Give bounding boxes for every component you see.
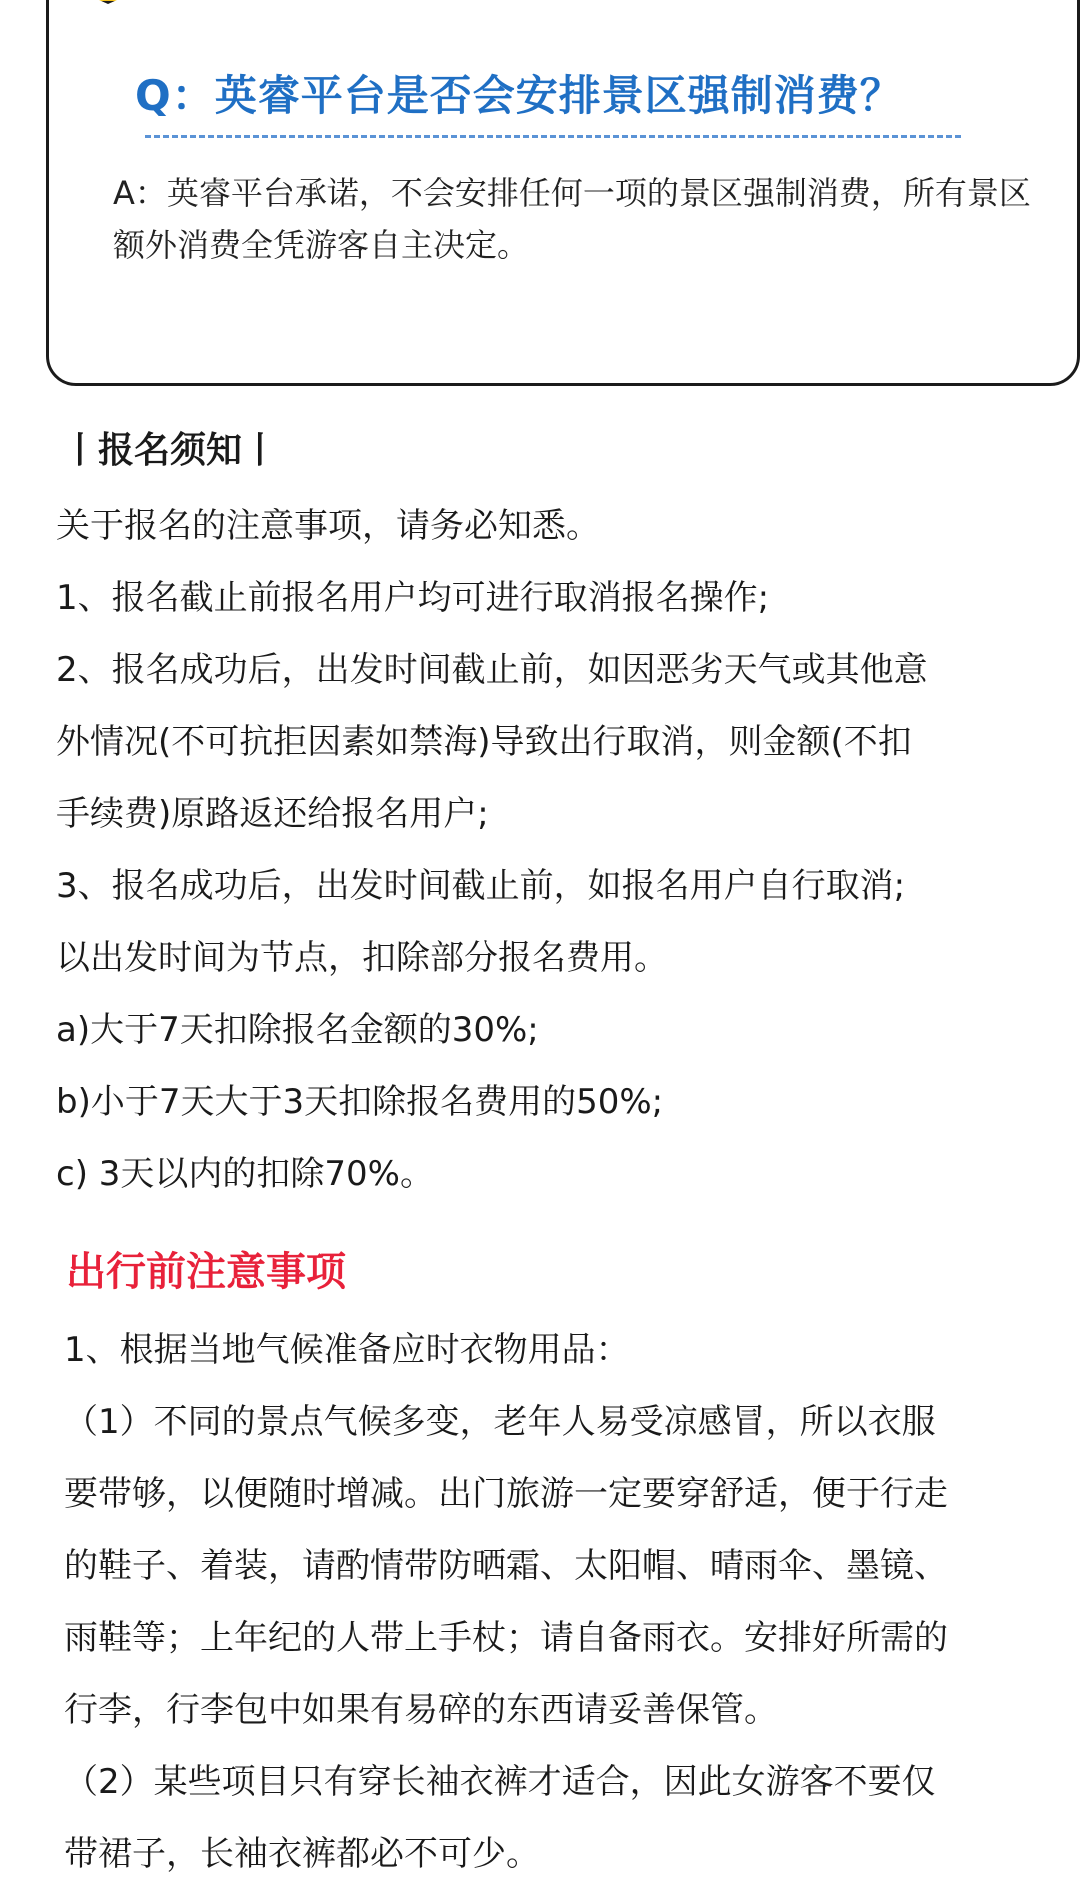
notice-line: （1）不同的景点气候多变，老年人易受凉感冒，所以衣服 (64, 1402, 936, 1442)
notice-line: 雨鞋等；上年纪的人带上手杖；请自备雨衣。安排好所需的 (64, 1618, 948, 1658)
notice-line: 带裙子，长袖衣裤都必不可少。 (64, 1834, 540, 1874)
registration-line: 外情况(不可抗拒因素如禁海)导致出行取消，则金额(不扣 (56, 722, 912, 762)
notice-body (64, 1314, 1054, 1890)
notice-line: 行李，行李包中如果有易碎的东西请妥善保管。 (64, 1690, 778, 1730)
notice-line: （2）某些项目只有穿长袖衣裤才适合，因此女游客不要仅 (64, 1762, 936, 1802)
registration-line: c) 3天以内的扣除70%。 (56, 1154, 434, 1194)
registration-line: 2、报名成功后，出发时间截止前，如因恶劣天气或其他意 (56, 650, 928, 690)
qa-answer: A：英睿平台承诺，不会安排任何一项的景区强制消费，所有景区额外消费全凭游客自主决定。 (113, 174, 1031, 264)
qa-card (46, 0, 1080, 386)
registration-line: b)小于7天大于3天扣除报名费用的50%; (56, 1082, 664, 1122)
qa-question: Q：英睿平台是否会安排景区强制消费？ (135, 71, 903, 120)
notice-line: 要带够，以便随时增减。出门旅游一定要穿舒适，便于行走 (64, 1474, 948, 1514)
notice-line: 的鞋子、着装，请酌情带防晒霜、太阳帽、晴雨伞、墨镜、 (64, 1546, 948, 1586)
registration-line: 关于报名的注意事项，请务必知悉。 (56, 506, 600, 546)
registration-line: a)大于7天扣除报名金额的30%; (56, 1010, 539, 1050)
registration-line: 3、报名成功后，出发时间截止前，如报名用户自行取消; (56, 866, 906, 906)
registration-line: 手续费)原路返还给报名用户; (56, 794, 489, 834)
number-badge (67, 0, 149, 4)
registration-heading: 丨报名须知丨 (62, 430, 279, 471)
registration-body (56, 490, 1046, 1210)
dashed-divider (145, 135, 961, 138)
notice-heading: 出行前注意事项 (66, 1249, 346, 1295)
registration-line: 1、报名截止前报名用户均可进行取消报名操作; (56, 578, 770, 618)
notice-line: 1、根据当地气候准备应时衣物用品： (64, 1330, 630, 1370)
registration-line: 以出发时间为节点，扣除部分报名费用。 (56, 938, 668, 978)
